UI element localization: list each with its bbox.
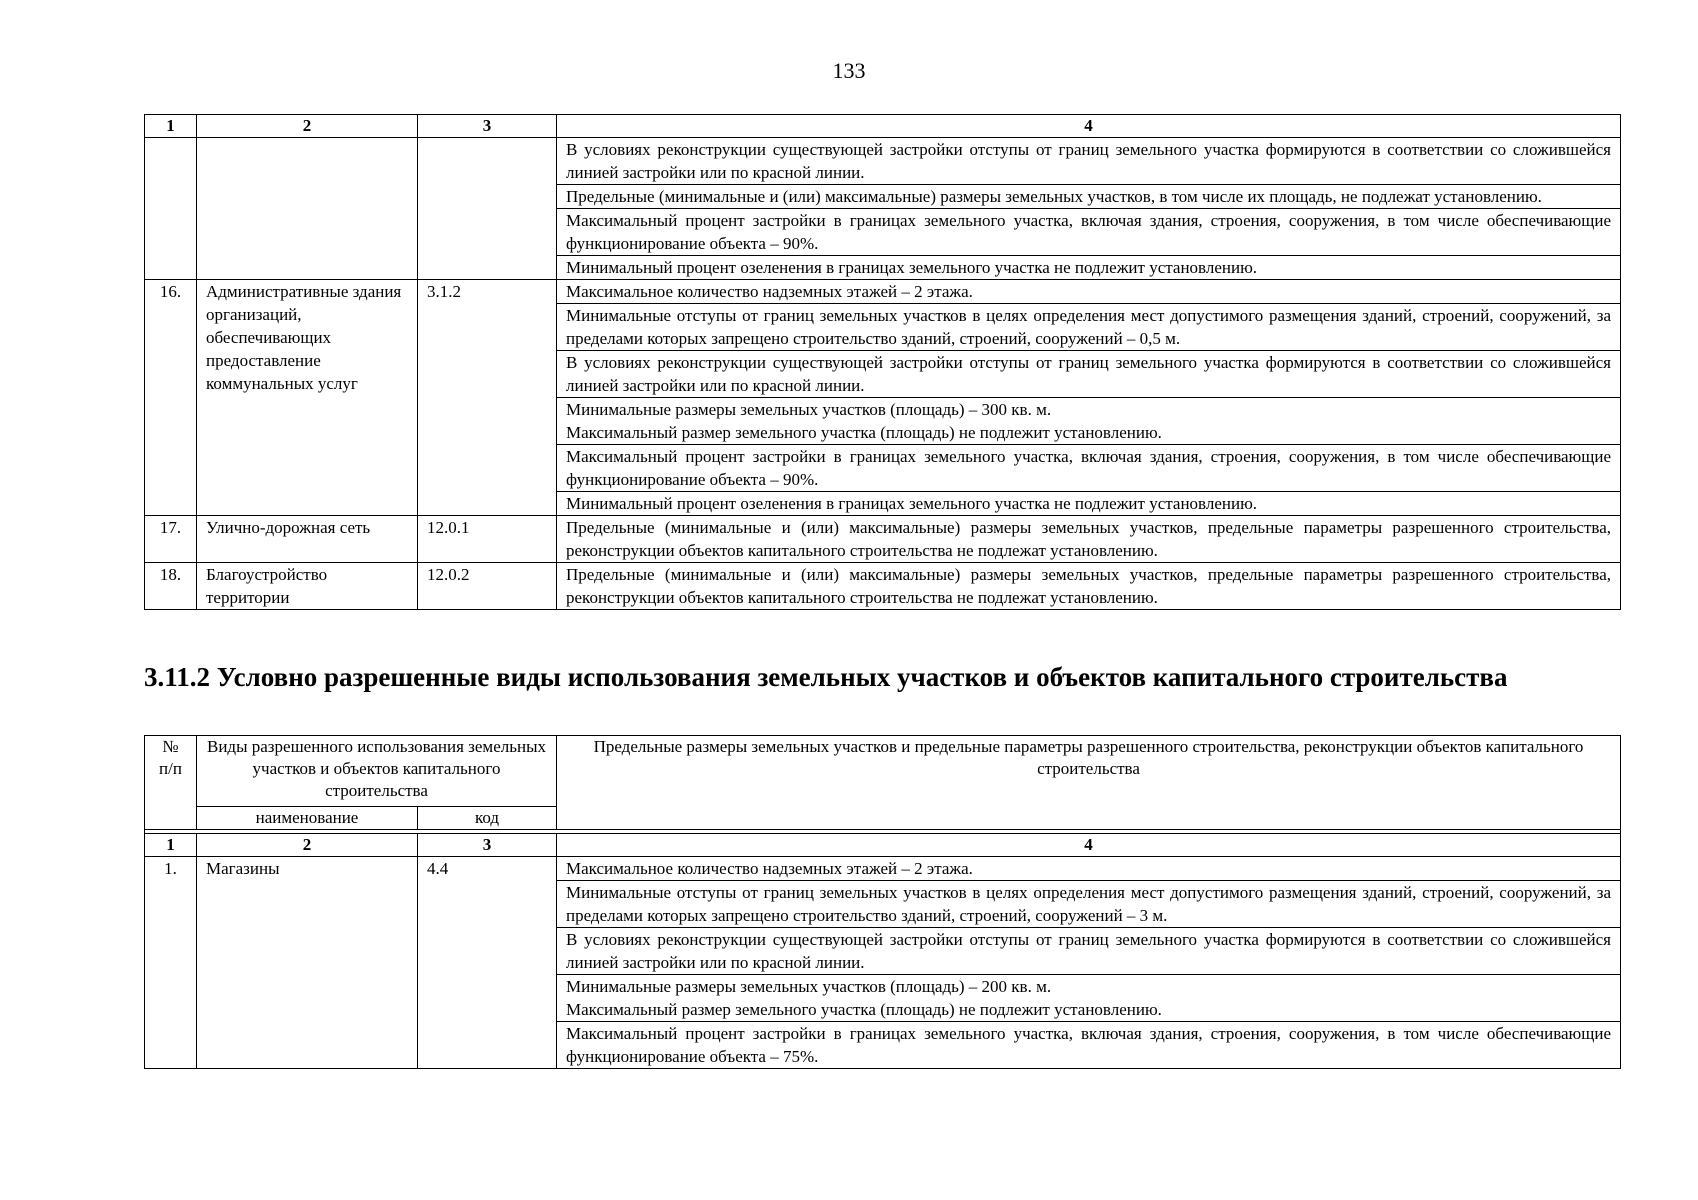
table-row [145,563,1621,610]
row-number: 17. [145,516,197,563]
column-number: 2 [197,834,418,857]
column-number: 4 [557,115,1621,138]
param-cell: Максимальное количество надземных этажей – 2 этажа. [557,857,1621,881]
header-code: код [418,807,557,830]
param-line: Максимальный размер земельного участка (площадь) не подлежит установлению. [566,1000,1162,1019]
header-row [145,736,1621,807]
row-number: 18. [145,563,197,610]
use-name: Улично-дорожная сеть [197,516,418,563]
column-number: 3 [418,115,557,138]
page-number: 133 [832,58,866,83]
param-cell: Предельные (минимальные и (или) максимальные) размеры земельных участков, предельные параметры разрешенного строительства, реконструкции объектов капитального строительства не подлежат установлению. [557,563,1621,610]
param-cell: В условиях реконструкции существующей застройки отступы от границ земельного участка формируются в соответствии со сложившейся линией застройки или по красной линии. [557,351,1621,398]
table-row [145,280,1621,304]
param-cell: Максимальное количество надземных этажей – 2 этажа. [557,280,1621,304]
param-cell: Минимальный процент озеленения в границах земельного участка не подлежит установлению. [557,492,1621,516]
use-name: Магазины [197,857,418,1069]
param-cell: В условиях реконструкции существующей застройки отступы от границ земельного участка формируются в соответствии со сложившейся линией застройки или по красной линии. [557,928,1621,975]
use-name: Административные здания организаций, обеспечивающих предоставление коммунальных услуг [197,280,418,516]
use-code: 3.1.2 [418,280,557,516]
row-number: 16. [145,280,197,516]
param-cell: Предельные (минимальные и (или) максимальные) размеры земельных участков, предельные параметры разрешенного строительства, реконструкции объектов капитального строительства не подлежат установлению. [557,516,1621,563]
header-uses: Виды разрешенного использования земельных участков и объектов капитального строительства [197,736,557,807]
use-code: 4.4 [418,857,557,1069]
param-cell [557,975,1621,1022]
param-line: Максимальный размер земельного участка (площадь) не подлежит установлению. [566,423,1162,442]
use-name: Благоустройство территории [197,563,418,610]
param-cell: Минимальный процент озеленения в границах земельного участка не подлежит установлению. [557,256,1621,280]
param-cell: В условиях реконструкции существующей застройки отступы от границ земельного участка формируются в соответствии со сложившейся линией застройки или по красной линии. [557,138,1621,185]
header-name: наименование [197,807,418,830]
table-row [145,857,1621,881]
table-row [145,138,1621,185]
param-line: Минимальные размеры земельных участков (площадь) – 200 кв. м. [566,977,1052,996]
param-cell: Максимальный процент застройки в границах земельного участка, включая здания, строения, сооружения, в том числе обеспечивающие функционирование объекта – 90%. [557,445,1621,492]
column-number: 1 [145,834,197,857]
column-number: 3 [418,834,557,857]
param-cell: Предельные (минимальные и (или) максимальные) размеры земельных участков, в том числе их площадь, не подлежат установлению. [557,185,1621,209]
header-limits: Предельные размеры земельных участков и предельные параметры разрешенного строительства, реконструкции объектов капитального строительства [557,736,1621,830]
column-number: 4 [557,834,1621,857]
column-number-row [145,834,1621,857]
use-code: 12.0.2 [418,563,557,610]
param-cell: Максимальный процент застройки в границах земельного участка, включая здания, строения, сооружения, в том числе обеспечивающие функционирование объекта – 75%. [557,1022,1621,1069]
land-use-table-continued [144,114,1621,610]
conditional-use-table [144,735,1621,1069]
param-cell [557,398,1621,445]
use-code: 12.0.1 [418,516,557,563]
section-heading: 3.11.2 Условно разрешенные виды использования земельных участков и объектов капитального строительства [144,662,1508,692]
column-number-row [145,115,1621,138]
param-line: Минимальные размеры земельных участков (площадь) – 300 кв. м. [566,400,1052,419]
column-number: 2 [197,115,418,138]
param-cell: Минимальные отступы от границ земельных участков в целях определения мест допустимого размещения зданий, строений, сооружений, за пределами которых запрещено строительство зданий, строений, сооружений – 0,5 м. [557,304,1621,351]
row-number: 1. [145,857,197,1069]
header-number: № п/п [145,736,197,830]
table-row [145,516,1621,563]
param-cell: Максимальный процент застройки в границах земельного участка, включая здания, строения, сооружения, в том числе обеспечивающие функционирование объекта – 90%. [557,209,1621,256]
column-number: 1 [145,115,197,138]
param-cell: Минимальные отступы от границ земельных участков в целях определения мест допустимого размещения зданий, строений, сооружений, за пределами которых запрещено строительство зданий, строений, сооружений – 3 м. [557,881,1621,928]
